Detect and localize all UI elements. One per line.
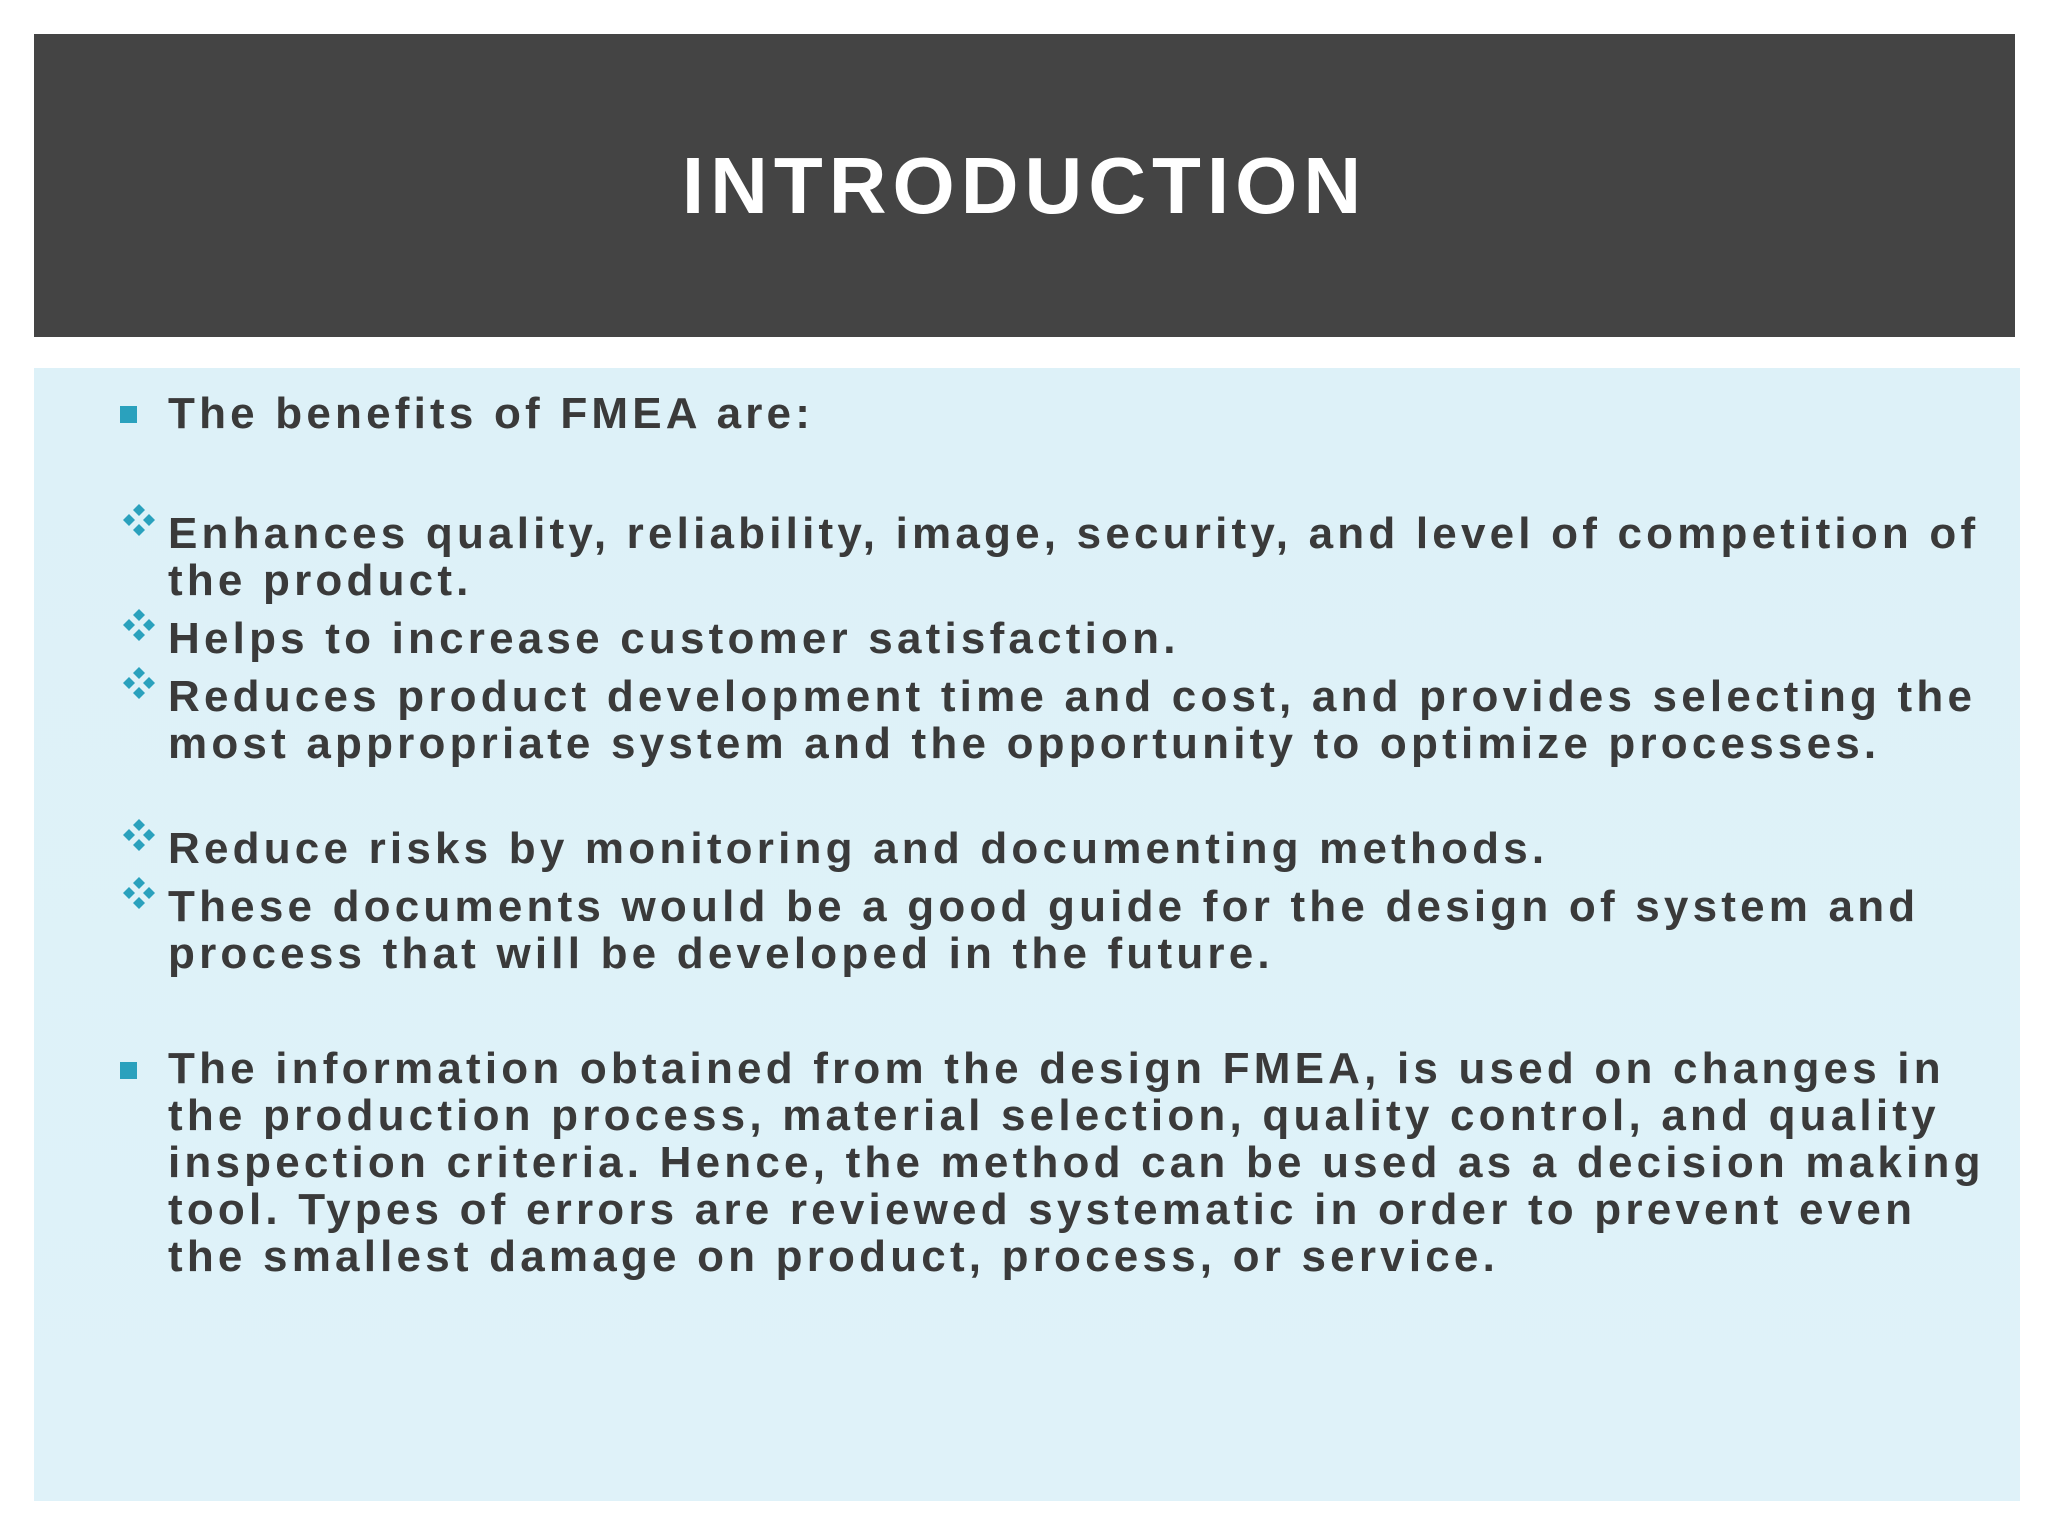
- benefit-item: These documents would be a good guide for the design of system and process that will be developed in the future.: [168, 882, 1920, 978]
- benefit-item: Reduce risks by monitoring and documenting methods.: [168, 824, 1549, 873]
- content-panel: [34, 368, 2020, 1501]
- benefit-item: Helps to increase customer satisfaction.: [168, 614, 1180, 663]
- slide-title: INTRODUCTION: [681, 140, 1368, 230]
- diamond-cluster-bullet-icon: [119, 873, 159, 913]
- benefit-item: Enhances quality, reliability, image, security, and level of competition of the product.: [168, 509, 1980, 605]
- diamond-cluster-bullet-icon: [119, 605, 159, 645]
- diamond-cluster-bullet-icon: [119, 815, 159, 855]
- conclusion-text: The information obtained from the design FMEA, is used on changes in the production process, material selection, quality control, and quality inspection criteria. Hence, the method can be used as a decision making tool. Types of errors are reviewed systematic in order to prevent even the smallest damage on product, process, or service.: [168, 1044, 1985, 1281]
- square-bullet-icon: [120, 1062, 137, 1079]
- intro-text: The benefits of FMEA are:: [168, 389, 815, 438]
- title-banner: [34, 34, 2015, 337]
- square-bullet-icon: [120, 406, 137, 423]
- diamond-cluster-bullet-icon: [119, 500, 159, 540]
- benefit-item: Reduces product development time and cost, and provides selecting the most appropriate system and the opportunity to optimize processes.: [168, 672, 1977, 768]
- diamond-cluster-bullet-icon: [119, 663, 159, 703]
